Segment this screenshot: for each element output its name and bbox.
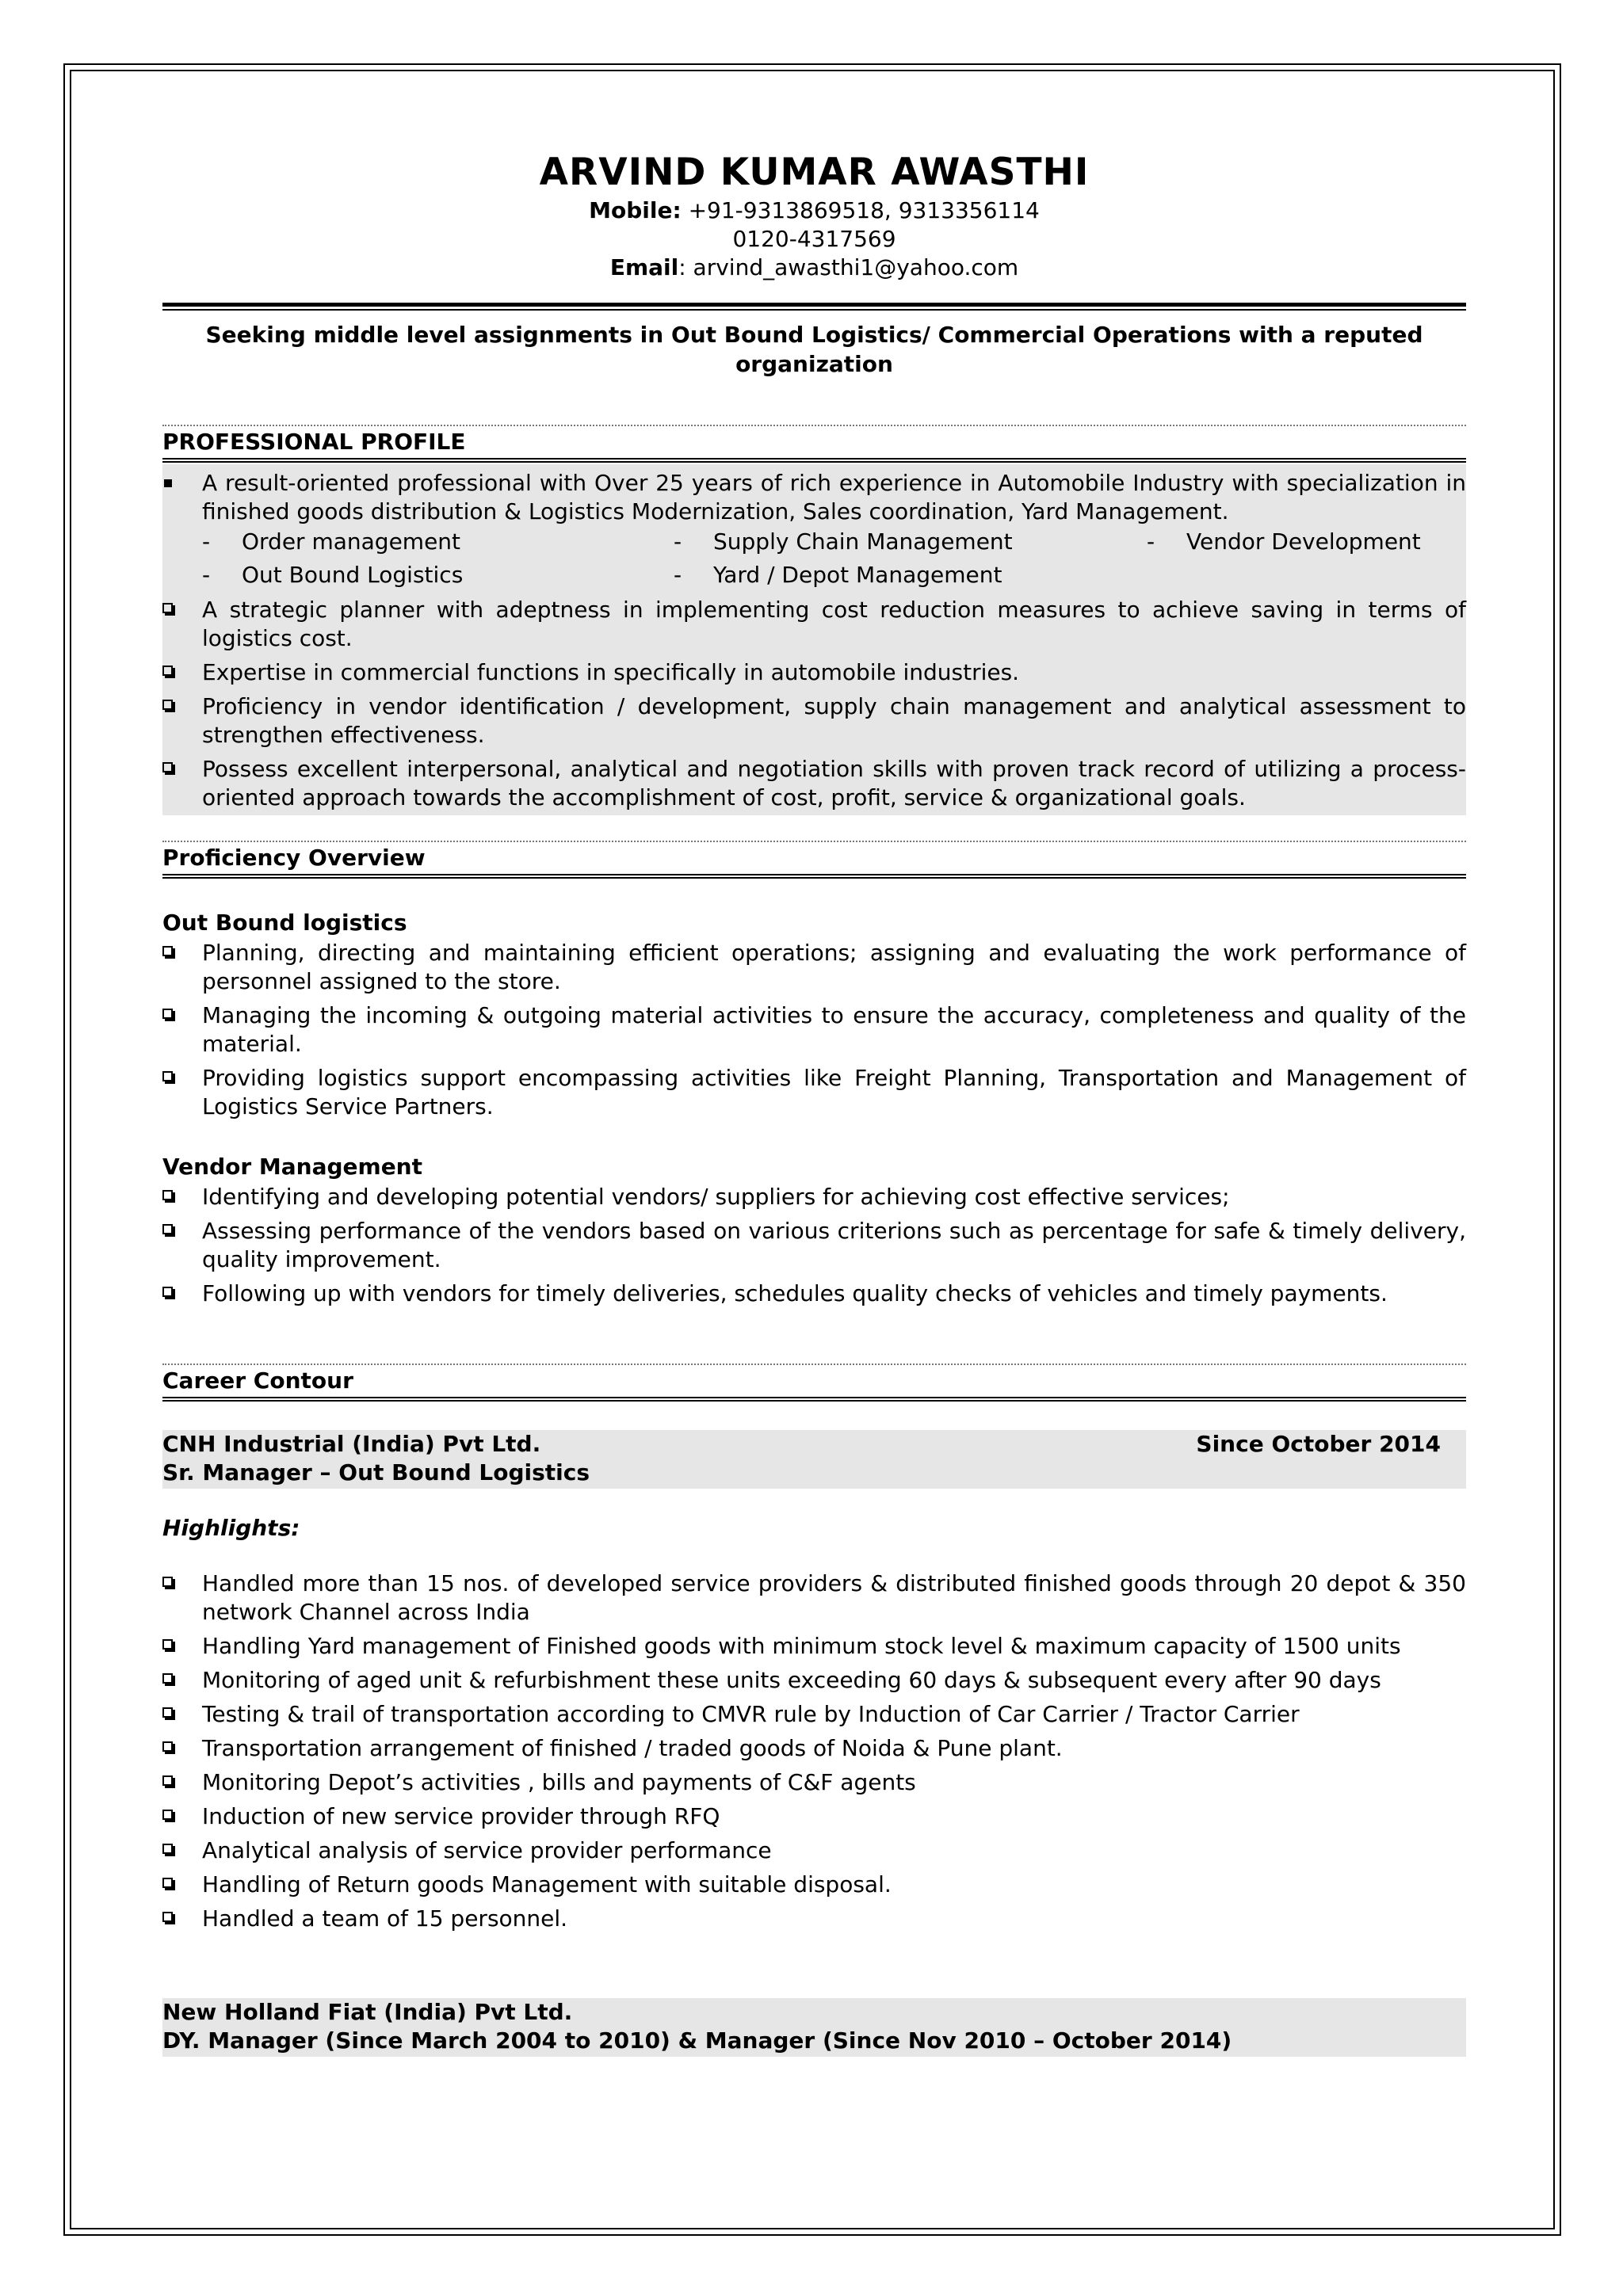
checkbox-bullet-icon xyxy=(162,603,173,613)
header-divider xyxy=(162,303,1466,311)
list-item: Assessing performance of the vendors based on various criterions such as percentage for safe & timely delivery, quality improvement. xyxy=(162,1217,1466,1274)
checkbox-bullet-icon xyxy=(162,1673,173,1684)
list-item: Expertise in commercial functions in specifically in automobile industries. xyxy=(162,658,1466,687)
checkbox-bullet-icon xyxy=(162,1071,173,1081)
skills-row xyxy=(162,526,1466,558)
list-item: Analytical analysis of service provider performance xyxy=(162,1836,1466,1865)
dash-bullet: - xyxy=(202,562,211,588)
job-header-cnh xyxy=(162,1430,1466,1489)
list-item: Handled more than 15 nos. of developed service providers & distributed finished goods through 20 depot & 350 network Channel across India xyxy=(162,1569,1466,1627)
dash-bullet: - xyxy=(1147,528,1155,555)
company-name: New Holland Fiat (India) Pvt Ltd. xyxy=(162,1999,573,2025)
job-dates: Since October 2014 xyxy=(1196,1431,1441,1457)
email-line xyxy=(162,254,1466,282)
checkbox-bullet-icon xyxy=(162,1741,173,1752)
resume-content xyxy=(162,149,1466,2057)
checkbox-bullet-icon xyxy=(162,666,173,676)
dash-bullet: - xyxy=(674,528,682,555)
company-name: CNH Industrial (India) Pvt Ltd. xyxy=(162,1431,541,1457)
square-bullet-icon xyxy=(164,479,172,487)
list-item: A strategic planner with adeptness in implementing cost reduction measures to achieve saving in terms of logistics cost. xyxy=(162,596,1466,653)
profile-intro xyxy=(162,469,1466,526)
list-item: Planning, directing and maintaining efficient operations; assigning and evaluating the work performance of personnel assigned to the store. xyxy=(162,939,1466,996)
list-item: Proficiency in vendor identification / development, supply chain management and analytical assessment to strengthen effectiveness. xyxy=(162,692,1466,749)
checkbox-bullet-icon xyxy=(162,1810,173,1820)
skill-item: Vendor Development xyxy=(1186,528,1421,555)
job-role: DY. Manager (Since March 2004 to 2010) & Manager (Since Nov 2010 – October 2014) xyxy=(162,2027,1232,2054)
list-item: Monitoring of aged unit & refurbishment these units exceeding 60 days & subsequent every after 90 days xyxy=(162,1666,1466,1695)
mobile-value: +91-9313869518, 9313356114 xyxy=(681,197,1040,223)
profile-block xyxy=(162,464,1466,815)
list-item: Managing the incoming & outgoing material activities to ensure the accuracy, completeness and quality of the material. xyxy=(162,1001,1466,1058)
checkbox-bullet-icon xyxy=(162,1707,173,1718)
list-item: Handling Yard management of Finished goods with minimum stock level & maximum capacity of 1500 units xyxy=(162,1632,1466,1661)
subsection-title-outbound: Out Bound logistics xyxy=(162,910,407,936)
list-item: Monitoring Depot’s activities , bills and payments of C&F agents xyxy=(162,1768,1466,1797)
checkbox-bullet-icon xyxy=(162,1190,173,1200)
mobile-label: Mobile: xyxy=(589,197,682,223)
landline: 0120-4317569 xyxy=(732,226,896,252)
email-label: Email xyxy=(609,254,679,280)
list-item: Handled a team of 15 personnel. xyxy=(162,1905,1466,1933)
checkbox-bullet-icon xyxy=(162,1287,173,1297)
email-value: : arvind_awasthi1@yahoo.com xyxy=(678,254,1019,280)
list-item: Handling of Return goods Management with suitable disposal. xyxy=(162,1871,1466,1899)
checkbox-bullet-icon xyxy=(162,762,173,772)
checkbox-bullet-icon xyxy=(162,1224,173,1234)
checkbox-bullet-icon xyxy=(162,700,173,710)
list-item: Transportation arrangement of finished / traded goods of Noida & Pune plant. xyxy=(162,1734,1466,1763)
section-title-proficiency: Proficiency Overview xyxy=(162,845,426,871)
section-title-profile: PROFESSIONAL PROFILE xyxy=(162,429,466,455)
section-title-career: Career Contour xyxy=(162,1367,353,1394)
candidate-name: ARVIND KUMAR AWASTHI xyxy=(539,151,1090,194)
highlights-label: Highlights: xyxy=(162,1515,300,1541)
checkbox-bullet-icon xyxy=(162,1912,173,1922)
list-item: Possess excellent interpersonal, analytical and negotiation skills with proven track record of utilizing a process-oriented approach towards the accomplishment of cost, profit, service & organizational goals. xyxy=(162,755,1466,812)
skill-item: Order management xyxy=(242,528,461,555)
list-item: Testing & trail of transportation according to CMVR rule by Induction of Car Carrier / Tractor Carrier xyxy=(162,1700,1466,1729)
checkbox-bullet-icon xyxy=(162,1878,173,1888)
checkbox-bullet-icon xyxy=(162,1639,173,1650)
dash-bullet: - xyxy=(674,562,682,588)
section-rule xyxy=(162,458,1466,463)
subsection-title-vendor: Vendor Management xyxy=(162,1154,423,1180)
career-objective: Seeking middle level assignments in Out Bound Logistics/ Commercial Operations with a reputed organization xyxy=(205,322,1423,377)
profile-intro-text: A result-oriented professional with Over 25 years of rich experience in Automobile Industry with specialization in finished goods distribution & Logistics Modernization, Sales coordination, Yard Management. xyxy=(202,470,1466,524)
checkbox-bullet-icon xyxy=(162,1775,173,1786)
list-item: Induction of new service provider through RFQ xyxy=(162,1802,1466,1831)
list-item: Providing logistics support encompassing activities like Freight Planning, Transportation and Management of Logistics Service Partners. xyxy=(162,1064,1466,1121)
checkbox-bullet-icon xyxy=(162,1844,173,1854)
skills-row xyxy=(162,559,1466,591)
skill-item: Supply Chain Management xyxy=(713,528,1013,555)
checkbox-bullet-icon xyxy=(162,946,173,956)
list-item: Identifying and developing potential vendors/ suppliers for achieving cost effective services; xyxy=(162,1183,1466,1211)
skill-item: Out Bound Logistics xyxy=(242,562,464,588)
checkbox-bullet-icon xyxy=(162,1009,173,1019)
skill-item: Yard / Depot Management xyxy=(713,562,1002,588)
mobile-line xyxy=(162,196,1466,225)
dash-bullet: - xyxy=(202,528,211,555)
list-item: Following up with vendors for timely deliveries, schedules quality checks of vehicles and timely payments. xyxy=(162,1280,1466,1308)
checkbox-bullet-icon xyxy=(162,1577,173,1587)
job-header-new-holland xyxy=(162,1998,1466,2057)
job-role: Sr. Manager – Out Bound Logistics xyxy=(162,1459,590,1486)
